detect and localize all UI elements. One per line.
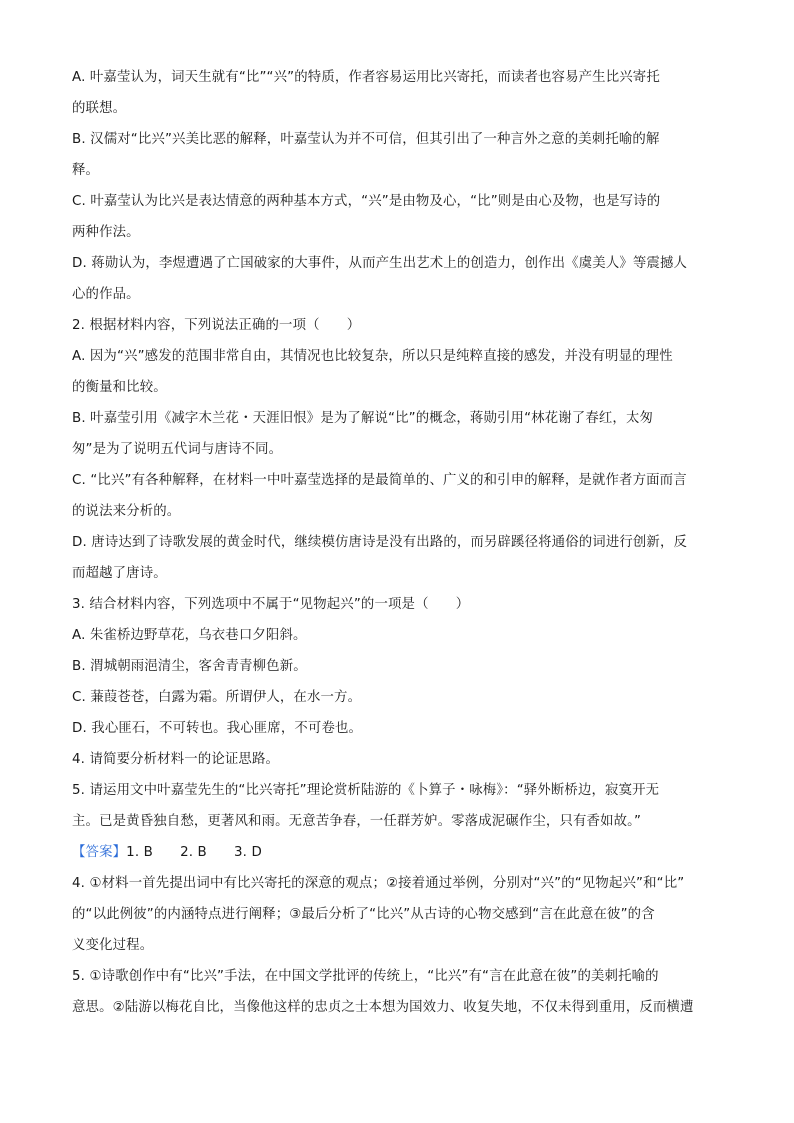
text-line: 心的作品。: [72, 287, 140, 302]
text-line: D. 蒋勋认为，李煜遭遇了亡国破家的大事件，从而产生出艺术上的创造力，创作出《虞美人》等震撼人: [72, 256, 688, 271]
text-line: 的联想。: [72, 101, 127, 116]
text-line: D. 唐诗达到了诗歌发展的黄金时代，继续模仿唐诗是没有出路的，而另辟蹊径将通俗的词进行创新，反: [72, 535, 688, 550]
text-line: B. 叶嘉莹引用《减字木兰花・天涯旧恨》是为了解说“比”的概念，蒋勋引用“林花谢了春红，太匆: [72, 411, 654, 426]
text-line: 主。已是黄昏独自愁，更著风和雨。无意苦争春，一任群芳妒。零落成泥碾作尘，只有香如故。”: [72, 814, 642, 829]
text-line: 义变化过程。: [72, 938, 154, 953]
document-page: [72, 62, 722, 1023]
text-line: A. 叶嘉莹认为，词天生就有“比”“兴”的特质，作者容易运用比兴寄托，而读者也容易产生比兴寄托: [72, 70, 660, 85]
text-line: C. “比兴”有各种解释，在材料一中叶嘉莹选择的是最简单的、广义的和引申的解释，是就作者方面而言: [72, 473, 687, 488]
text-line: 5. ①诗歌创作中有“比兴”手法，在中国文学批评的传统上，“比兴”有“言在此意在彼”的美刺托喻的: [72, 969, 659, 984]
text-line: 的衡量和比较。: [72, 380, 167, 395]
text-line: 而超越了唐诗。: [72, 566, 167, 581]
text-line: C. 蒹葭苍苍，白露为霜。所谓伊人，在水一方。: [72, 690, 362, 705]
text-line: 两种作法。: [72, 225, 140, 240]
answer-text: 1. B 2. B 3. D: [126, 845, 262, 860]
text-line: 5. 请运用文中叶嘉莹先生的“比兴寄托”理论赏析陆游的《卜算子・咏梅》：“驿外断桥边，寂寞开无: [72, 783, 660, 798]
text-line: B. 汉儒对“比兴”兴美比恶的解释，叶嘉莹认为并不可信，但其引出了一种言外之意的美刺托喻的解: [72, 132, 660, 147]
text-line: 3. 结合材料内容，下列选项中不属于“见物起兴”的一项是（ ）: [72, 597, 470, 612]
text-line: D. 我心匪石，不可转也。我心匪席，不可卷也。: [72, 721, 363, 736]
text-line: B. 渭城朝雨浥清尘，客舍青青柳色新。: [72, 659, 307, 674]
text-line: 匆”是为了说明五代词与唐诗不同。: [72, 442, 283, 457]
answer-line: [72, 837, 722, 868]
text-line: A. 朱雀桥边野草花，乌衣巷口夕阳斜。: [72, 628, 307, 643]
question-text: [72, 62, 722, 837]
text-line: C. 叶嘉莹认为比兴是表达情意的两种基本方式，“兴”是由物及心，“比”则是由心及物，也是写诗的: [72, 194, 661, 209]
text-line: 的说法来分析的。: [72, 504, 181, 519]
text-line: 2. 根据材料内容，下列说法正确的一项（ ）: [72, 318, 361, 333]
text-line: A. 因为“兴”感发的范围非常自由，其情况也比较复杂，所以只是纯粹直接的感发，并没有明显的理性: [72, 349, 673, 364]
text-line: 的“以此例彼”的内涵特点进行阐释；③最后分析了“比兴”从古诗的心物交感到“言在此意在彼”的含: [72, 907, 655, 922]
explanation-text: [72, 868, 722, 1023]
text-line: 4. ①材料一首先提出词中有比兴寄托的深意的观点；②接着通过举例，分别对“兴”的“见物起兴”和“比”: [72, 876, 685, 891]
text-line: 释。: [72, 163, 100, 178]
answer-label: 【答案】: [72, 845, 127, 860]
text-line: 意思。②陆游以梅花自比，当像他这样的忠贞之士本想为国效力、收复失地，不仅未得到重用，反而横遭: [72, 1000, 694, 1015]
text-line: 4. 请简要分析材料一的论证思路。: [72, 752, 280, 767]
